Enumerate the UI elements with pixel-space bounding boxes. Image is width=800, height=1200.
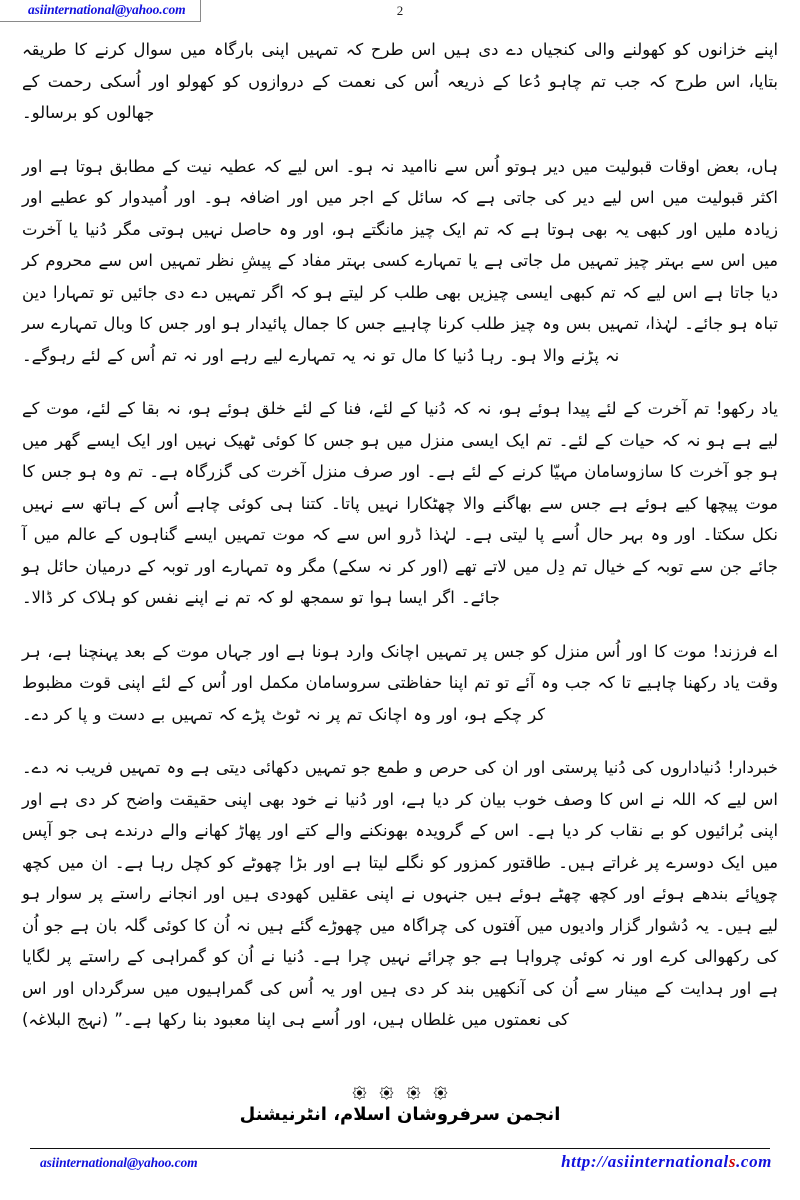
organization-signature: انجمن سرفروشان اسلام، انٹرنیشنل xyxy=(239,1104,561,1125)
paragraph-text: ہاں، بعض اوقات قبولیت میں دیر ہوتو اُس سے ناامید نہ ہو۔ اس لیے کہ عطیہ نیت کے مطابق ہوتا ہے اور اکثر قبولیت میں اس لیے دیر کی جاتی ہے کہ سائل کے اجر میں اور اضافہ ہو۔ اور اُمیدوار کو عطیے اور زیادہ ملیں اور کبھی یہ بھی ہوتا ہے کہ تم ایک چیز مانگتے ہو، اور وہ حاصل نہیں ہوتی مگر دُنیا یا آخرت میں اس سے بہتر چیز تمہیں مل جاتی ہے یا تمہارے کسی بہتر مفاد کے پیشِ نظر تمہیں اس سے محروم کر دیا جاتا ہے اس لیے کہ تم کبھی ایسی چیزیں بھی طلب کر لیتے ہو کہ اگر تمہیں دے دی جائیں تو تمہارا دین تباہ ہو جائے۔ لہٰذا، تمہیں بس وہ چیز طلب کرنا چاہیے جس کا جمال پائیدار ہو اور جس کا وبال تمہارے سر نہ پڑنے والا ہو۔ رہا دُنیا کا مال تو نہ یہ تمہارے لیے رہے اور نہ تم اُس کے لئے رہوگے۔ xyxy=(22,156,778,365)
paragraph-spacer xyxy=(22,384,778,393)
paragraph-spacer xyxy=(22,142,778,151)
document-body xyxy=(22,34,778,1074)
star-ornament-icon xyxy=(352,1086,367,1101)
paragraph-2 xyxy=(22,151,778,372)
footer-divider-rule xyxy=(30,1148,770,1149)
star-ornament-icon xyxy=(406,1086,421,1101)
paragraph-4 xyxy=(22,636,778,731)
footer-url-accent: s xyxy=(728,1152,737,1171)
ornament-divider xyxy=(0,1086,800,1101)
paragraph-spacer xyxy=(22,743,778,752)
star-ornament-icon xyxy=(379,1086,394,1101)
paragraph-5 xyxy=(22,752,778,1036)
paragraph-text: اے فرزند! موت کا اور اُس منزل کو جس پر تمہیں اچانک وارد ہونا ہے اور جہاں موت کے بعد پہنچنا ہے، ہر وقت یاد رکھنا چاہیے تا کہ جب وہ آئے تو تم اپنا حفاظتی سروسامان مکمل اور اُس کے لئے اپنی قوت مظبوط کر چکے ہو، اور وہ اچانک تم پر نہ ٹوٹ پڑے کہ تمہیں بے دست و پا کر دے۔ xyxy=(22,641,778,724)
paragraph-3 xyxy=(22,393,778,614)
paragraph-1 xyxy=(22,34,778,129)
paragraph-text: یاد رکھو! تم آخرت کے لئے پیدا ہوئے ہو، نہ کہ دُنیا کے لئے، فنا کے لئے خلق ہوئے ہو، نہ بقا کے لئے، موت کے لیے ہے ہو نہ کہ حیات کے لئے۔ تم ایک ایسی منزل میں ہو جس کا کوئی ٹھیک نہیں اور ایک ایسے گھر میں ہو جو آخرت کا سازوسامان مہیّا کرنے کے لئے ہے۔ اور صرف منزل آخرت کی گزرگاہ ہے۔ تم وہ ہو جس کا موت پیچھا کیے ہوئے ہے جس سے بھاگنے والا چھٹکارا نہیں پاتا۔ کتنا ہی کوئی چاہے اُس کے ہاتھ سے نہیں نکل سکتا۔ اور وہ بہر حال اُسے پا لیتی ہے۔ لہٰذا ڈرو اس سے کہ موت تمہیں ایسے گناہوں کے عالم میں آ جائے جن سے توبہ کے خیال تم دِل میں لاتے تھے (اور کر نہ سکے) مگر وہ تمہارے اور توبہ کے درمیان حائل ہو جائے۔ اگر ایسا ہوا تو سمجھ لو کہ تم نے اپنے نفس کو ہلاک کر ڈالا۔ xyxy=(22,399,778,607)
paragraph-text: خبردار! دُنیاداروں کی دُنیا پرستی اور ان کی حرص و طمع جو تمہیں دکھائی دیتی ہے وہ تمہیں فریب نہ دے۔ اس لیے کہ اللہ نے اس کا وصف خوب بیان کر دیا ہے، اور دُنیا نے خود بھی اپنی حقیقت واضح کر دی ہے اور اپنی بُرائیوں کو بے نقاب کر دیا ہے۔ اس کے گرویدہ بھونکنے والے کتے اور پھاڑ کھانے والے درندے ہی جو آپس میں ایک دوسرے پر غراتے ہیں۔ طاقتور کمزور کو نگلے لیتا ہے اور بڑا چھوٹے کو کچل رہا ہے۔ ان میں کچھ چوپائے بندھے ہوئے اور کچھ چھٹے ہوئے ہیں جنہوں نے اپنی عقلیں کھودی ہیں اور انجانے راستے پر سوار ہو لیے ہیں۔ یہ دُشوار گزار وادیوں میں آفتوں کی چراگاہ میں چھوڑے گئے ہیں نہ اُن کا کوئی گلہ بان ہے جو اُن کی رکھوالی کرے اور نہ کوئی چرواہا ہے جو چرائے نہیں چرا ہے۔ دُنیا نے اُن کو گمراہی کے راستے پر لگایا ہے اور ہدایت کے مینار سے اُن کی آنکھیں بند کر دی ہیں اور یہ اُس کی گمراہیوں میں سرگرداں اور اس کی نعمتوں میں غلطاں ہیں، اور اُسے ہی اپنا معبود بنا رکھا ہے۔” (نہج البلاغہ) xyxy=(22,758,778,1029)
footer-url-suffix: .com xyxy=(736,1152,772,1171)
star-ornament-icon xyxy=(433,1086,448,1101)
paragraph-spacer xyxy=(22,627,778,636)
page-number: 2 xyxy=(396,3,404,18)
footer-email-link[interactable]: asiinternational@yahoo.com xyxy=(40,1155,198,1170)
page-header xyxy=(0,0,800,30)
header-email-link[interactable]: asiinternational@yahoo.com xyxy=(28,2,186,17)
paragraph-text: اپنے خزانوں کو کھولنے والی کنجیاں دے دی ہیں اس طرح کہ تمہیں اپنی بارگاہ میں سوال کرنے کا طریقہ بتایا، اس طرح کہ جب تم چاہو دُعا کے ذریعہ اُس کی نعمت کے دروازوں کو کھولو اور اُسکی رحمت کے جھالوں کو برسالو۔ xyxy=(22,40,778,122)
page-footer xyxy=(0,1148,800,1188)
footer-url-prefix: http://asiinternational xyxy=(561,1152,729,1171)
footer-website-link[interactable] xyxy=(561,1152,772,1172)
